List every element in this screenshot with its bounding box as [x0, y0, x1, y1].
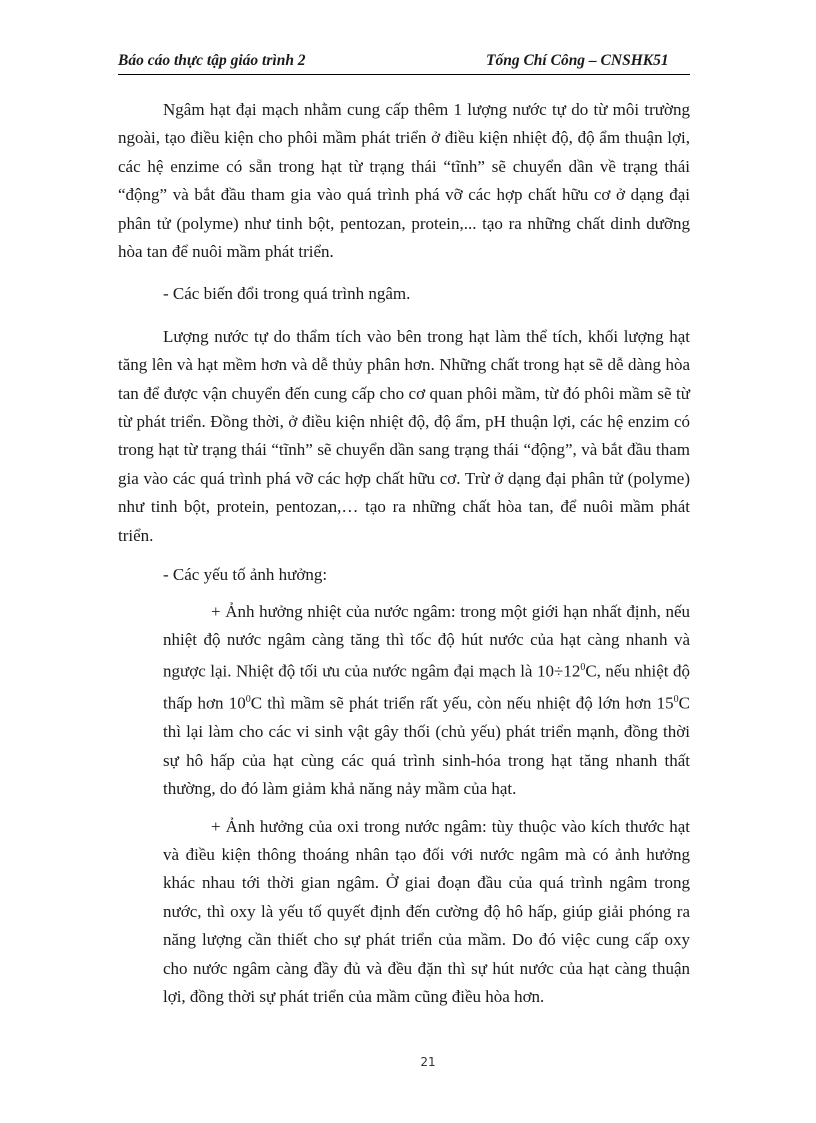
temperature-text-c: C thì mầm sẽ phát triển rất yếu, còn nếu nhiệt độ lớn hơn 15	[250, 694, 674, 714]
temperature-text-a: + Ảnh hưởng nhiệt của nước ngâm: trong một giới hạn nhất định, nếu nhiệt độ nước ngâm càng tăng thì tốc độ hút nước của hạt càng nhanh và ngược lại. Nhiệt độ tối ưu của nước ngâm đại mạch là 10÷12	[163, 601, 690, 681]
degree-superscript: 0	[245, 694, 251, 706]
paragraph-soaking-intro: Ngâm hạt đại mạch nhằm cung cấp thêm 1 lượng nước tự do từ môi trường ngoài, tạo điều kiện cho phôi mầm phát triển ở điều kiện nhiệt độ, độ ẩm thuận lợi, các hệ enzime có sẵn trong hạt từ trạng thái “tĩnh” sẽ chuyển dần về trạng thái “động” và bắt đầu tham gia vào quá trình phá vỡ các hợp chất hữu cơ ở dạng đại phân tử (polyme) như tinh bột, pentozan, protein,... tạo ra những chất dinh dưỡng hòa tan để nuôi mầm phát triển.	[118, 100, 690, 262]
document-body	[118, 96, 690, 1021]
degree-superscript: 0	[673, 694, 679, 706]
bullet-changes-during-soaking: - Các biến đổi trong quá trình ngâm.	[163, 284, 411, 304]
header-report-title: Báo cáo thực tập giáo trình 2	[118, 52, 306, 69]
temperature-text-d: C thì lại làm cho các vi sinh vật gây thối (chủ yếu) phát triển mạnh, đồng thời sự hô hấp của hạt cùng các quá trình sinh-hóa trong hạt tăng nhanh thất thường, do đó làm giảm khả năng nảy mầm của hạt.	[163, 694, 690, 799]
paragraph-water-absorption: Lượng nước tự do thẩm tích vào bên trong hạt làm thể tích, khối lượng hạt tăng lên và hạt mềm hơn và dễ thủy phân hơn. Những chất trong hạt sẽ dễ dàng hòa tan để được vận chuyển đến cung cấp cho cơ quan phôi mầm, từ đó phôi mầm sẽ từ từ phát triển. Đồng thời, ở điều kiện nhiệt độ, độ ẩm, pH thuận lợi, các hệ enzim có trong hạt từ trạng thái “tĩnh” sẽ chuyển dần sang trạng thái “động”, và bắt đầu tham gia vào các quá trình phá vỡ các hợp chất hữu cơ. Trừ ở dạng đại phân tử (polyme) như tinh bột, protein, pentozan,… tạo ra những chất hòa tan, để nuôi mầm phát triển.	[118, 326, 690, 545]
page-number: 21	[420, 1055, 436, 1069]
paragraph-temperature-effect	[118, 598, 690, 804]
page-header	[118, 52, 690, 75]
degree-superscript: 0	[580, 662, 586, 674]
temperature-text-b: C, nếu nhiệt độ thấp hơn 10	[163, 661, 690, 714]
paragraph-oxygen-effect: + Ảnh hưởng của oxi trong nước ngâm: tùy thuộc vào kích thước hạt và điều kiện thông thoáng nhân tạo đối với nước ngâm mà có ảnh hưởng khác nhau tới thời gian ngâm. Ở giai đoạn đầu của quá trình ngâm trong nước, thì oxy là yếu tố quyết định đến cường độ hô hấp, giúp giải phóng ra năng lượng cần thiết cho sự phát triển của mầm. Do đó việc cung cấp oxy cho nước ngâm càng đầy đủ và đều đặn thì sự hút nước của hạt càng thuận lợi, đồng thời sự phát triển của mầm cũng điều hòa hơn.	[163, 816, 690, 1007]
header-author: Tống Chí Công – CNSHK51	[486, 52, 669, 69]
bullet-influencing-factors: - Các yếu tố ảnh hưởng:	[163, 565, 328, 585]
